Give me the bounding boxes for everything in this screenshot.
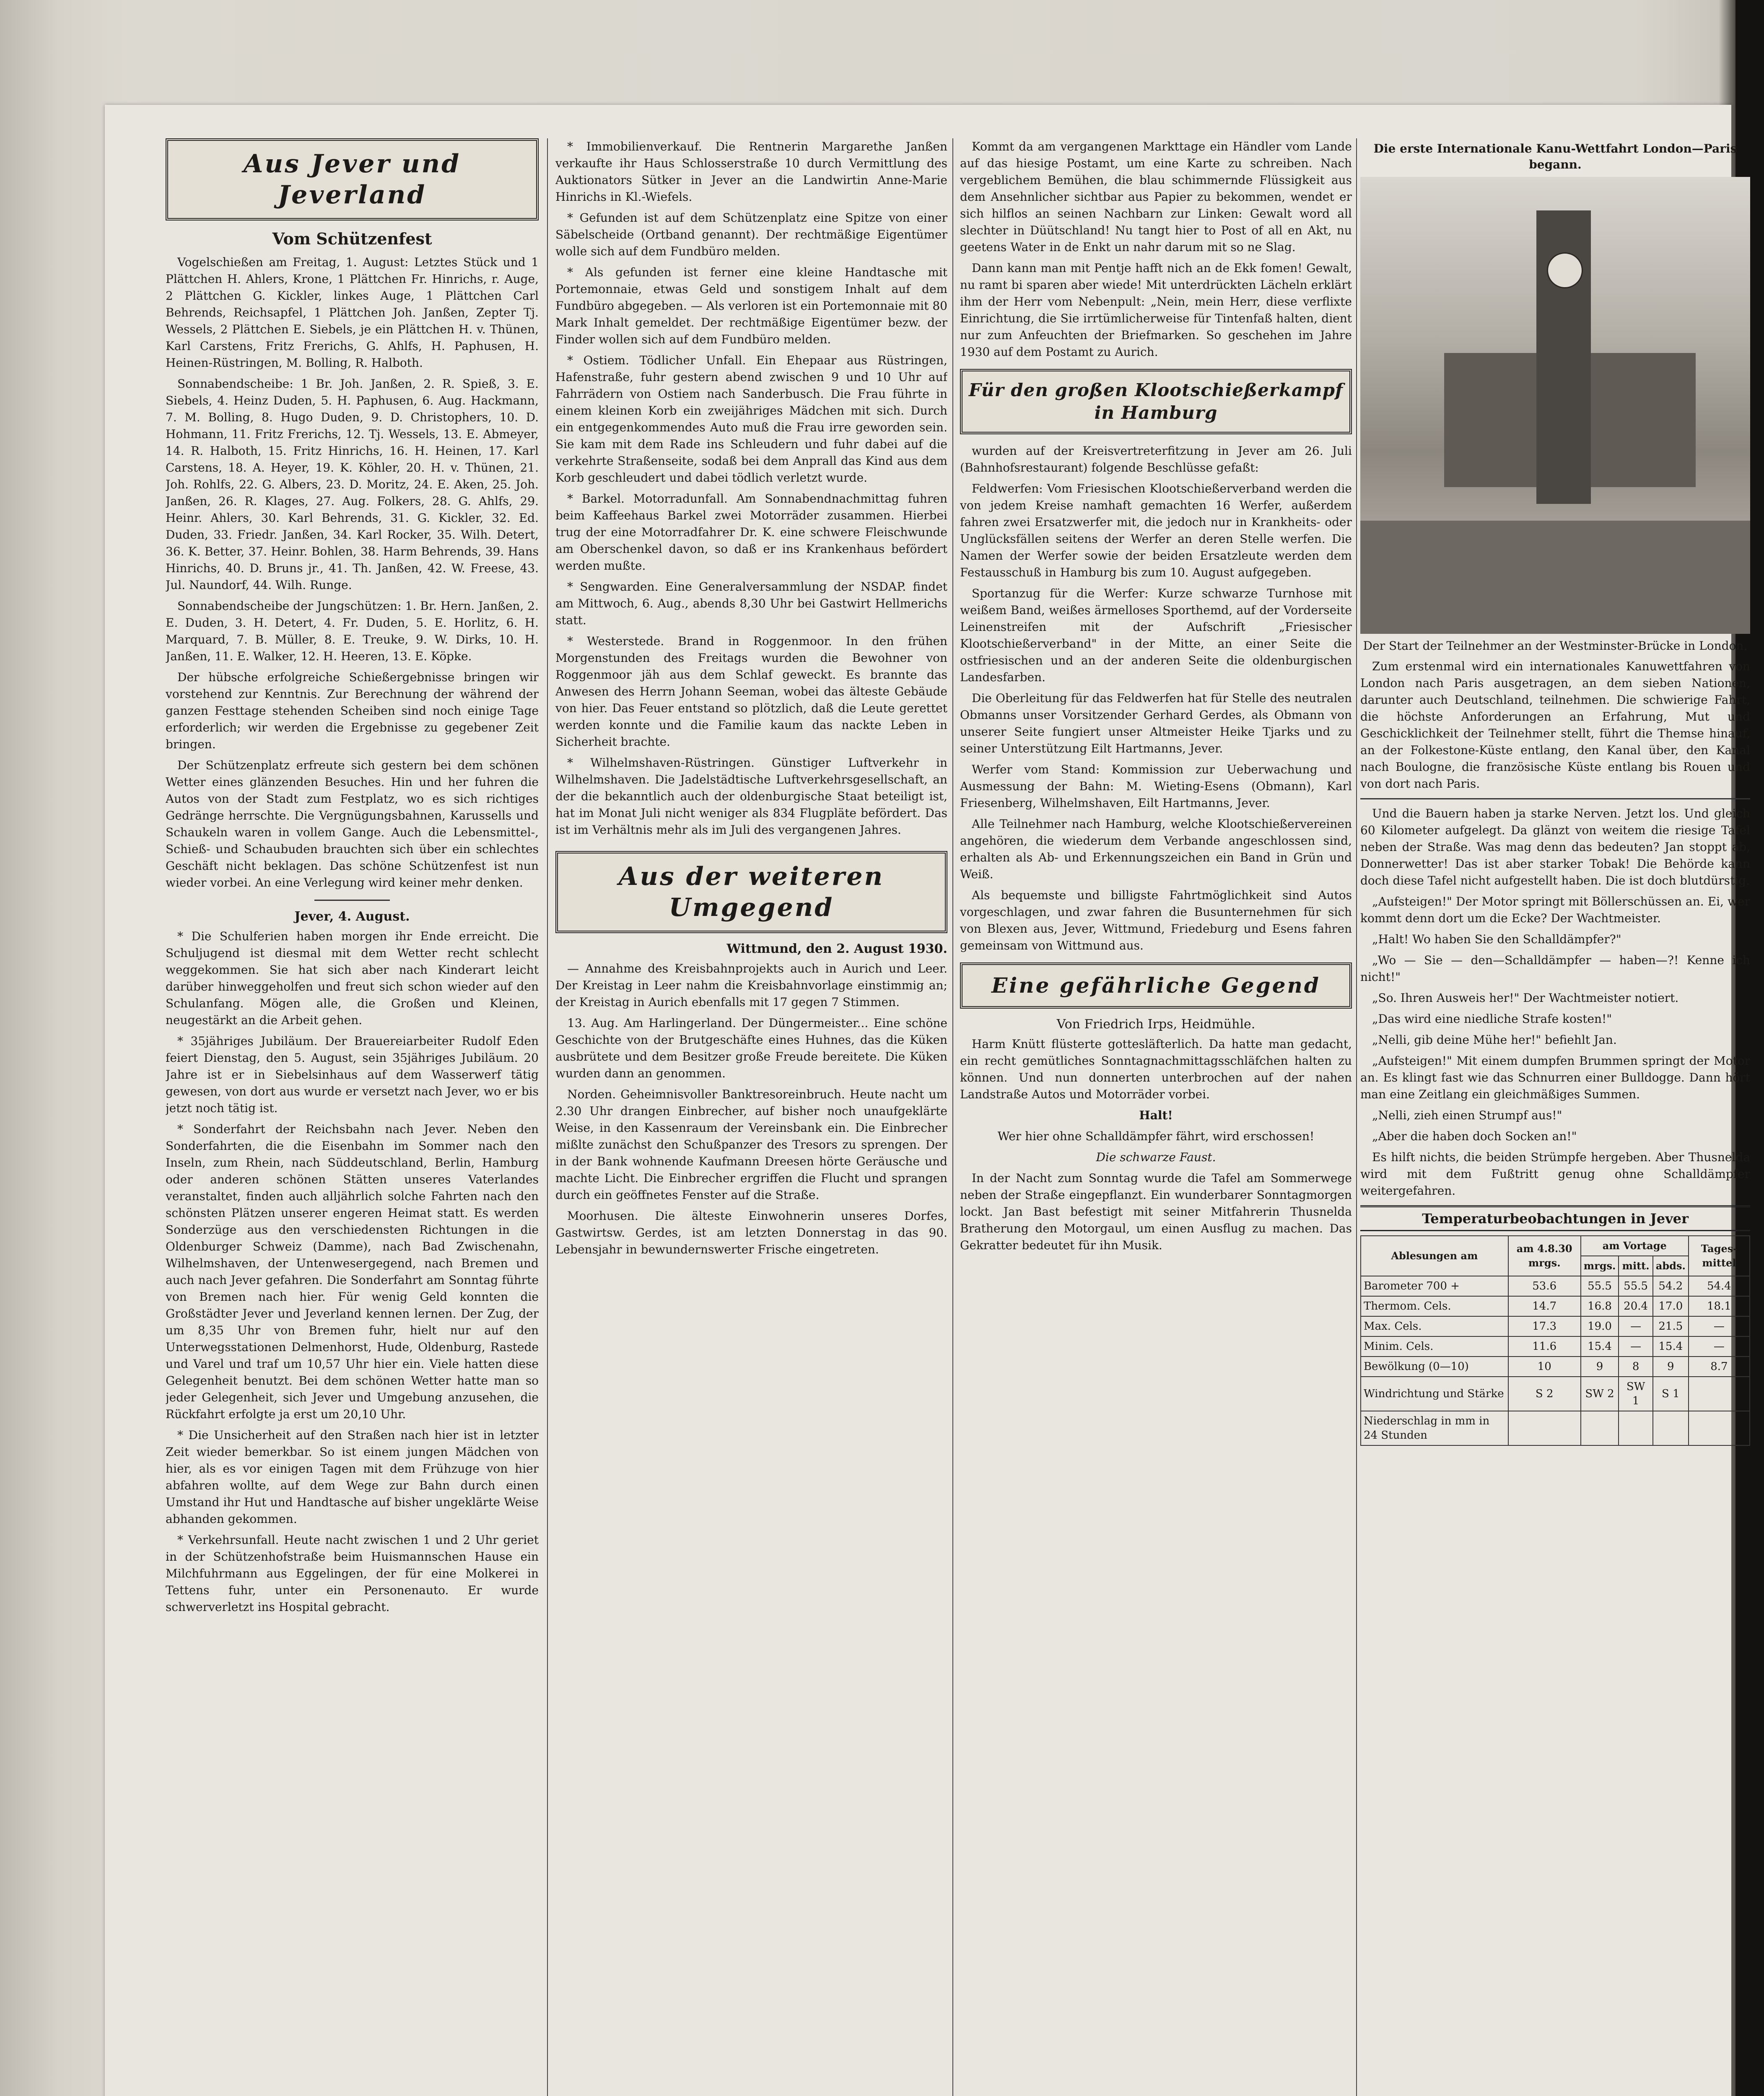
table-header-row xyxy=(1361,1236,1750,1256)
paragraph: wurden auf der Kreisvertreterfitzung in Jever am 26. Juli (Bahnhofsrestaurant) folgende Beschlüsse gefaßt: xyxy=(960,444,1352,475)
table-cell xyxy=(1689,1377,1750,1411)
table-cell: 19.0 xyxy=(1581,1316,1619,1336)
photo-water xyxy=(1360,521,1750,634)
paragraph: Vogelschießen am Freitag, 1. August: Letztes Stück und 1 Plättchen H. Ahlers, Krone, 1 Plättchen Fr. Hinrichs, r. Auge, 2 Plättchen G. Kickler, linkes Auge, 1 Plättchen Carl Behrends, Reichsapfel, 1 Plättchen Joh. Janßen, Zepter Tj. Wessels, 2 Plättchen E. Siebels, je ein Plättchen H. v. Thünen, Karl Carstens, Fritz Frerichs, G. Ahlfs, H. Paphusen, H. Heinen-Rüstringen, M. Bolling, R. Halboth. xyxy=(166,255,539,370)
table-cell: — xyxy=(1619,1336,1652,1357)
table-cell: Minim. Cels. xyxy=(1361,1336,1508,1357)
paragraph: Sonnabendscheibe der Jungschützen: 1. Br. Hern. Janßen, 2. E. Duden, 3. H. Detert, 4. Fr. Duden, 5. E. Horlitz, 6. H. Marquard, 7. B. Müller, 8. E. Treuke, 9. W. Dirks, 10. H. Janßen, 11. E. Walker, 12. H. Heeren, 13. E. Köpke. xyxy=(166,599,539,663)
table-cell: Niederschlag in mm in 24 Stunden xyxy=(1361,1411,1508,1445)
byline: Von Friedrich Irps, Heidmühle. xyxy=(1056,1017,1256,1032)
section-title: Eine gefährliche Gegend xyxy=(991,973,1320,998)
table-cell: SW 2 xyxy=(1581,1377,1619,1411)
table-cell: S 2 xyxy=(1508,1377,1581,1411)
paragraph: Sonnabendscheibe: 1 Br. Joh. Janßen, 2. R. Spieß, 3. E. Siebels, 4. Heinz Duden, 5. H. Paphusen, 6. Aug. Hackmann, 7. M. Bolling, 8. Hugo Duden, 9. D. Christophers, 10. D. Hohmann, 11. Fritz Frerichs, 12. Tj. Wessels, 13. E. Abmeyer, 14. R. Halboth, 15. Fritz Hinrichs, 16. H. Heinen, 17. Karl Carstens, 18. A. Heyer, 19. K. Köhler, 20. H. v. Thünen, 21. Joh. Rohlfs, 22. G. Albers, 23. D. Moritz, 24. E. Aken, 25. Joh. Janßen, 26. R. Klages, 27. Aug. Folkers, 28. G. Ahlfs, 29. Heinr. Ahlers, 30. Karl Behrends, 31. G. Kickler, 32. Ed. Duden, 33. Friedr. Janßen, 34. Karl Rocker, 35. Wilh. Detert, 36. K. Better, 37. Heinr. Bohlen, 38. Harm Behrends, 39. Hans Hinrichs, 40. D. Bruns jr., 41. Th. Janßen, 42. W. Freese, 43. Jul. Naundorf, 44. Wilh. Runge. xyxy=(166,377,539,592)
section-title: Für den großen Klootschießerkampf in Hamburg xyxy=(968,380,1344,423)
header-title: Aus der weiteren Umgegend xyxy=(618,862,885,922)
header-box xyxy=(166,138,539,220)
paragraph: „Wo — Sie — den—Schalldämpfer — haben—?! Kenne ich nicht!" xyxy=(1360,953,1750,984)
paragraph: Dann kann man mit Pentje hafft nich an de Ekk fomen! Gewalt, nu ramt bi sparen aber wiede! Mit unterdrückten Lächeln erklärt ihm der Herr vom Nebenpult: „Nein, mein Herr, diese verflixte Einrichtung, die Sie irrtümlicherweise für Tintenfaß halten, dient nur zum Anfeuchten der Briefmarken. So geschehen im Jahre 1930 auf dem Postamt zu Aurich. xyxy=(960,261,1352,359)
photo-big-ben xyxy=(1360,177,1750,634)
paragraph: Als bequemste und billigste Fahrtmöglichkeit sind Autos vorgeschlagen, und zwar fahren die Busunternehmen für sich von Blexen aus, Jever, Wittmund, Friedeburg und Esens fahren gemeinsam von Wittmund aus. xyxy=(960,888,1352,952)
table-cell: 9 xyxy=(1581,1357,1619,1377)
table-title: Temperaturbeobachtungen in Jever xyxy=(1360,1205,1750,1231)
paragraph: Es hilft nichts, die beiden Strümpfe hergeben. Aber Thusnelda wird mit dem Fußtritt genug ohne Schalldämpfer weitergefahren. xyxy=(1360,1150,1750,1198)
sign-text: Wer hier ohne Schalldämpfer fährt, wird erschossen! xyxy=(997,1129,1315,1143)
table-cell: 8.7 xyxy=(1689,1357,1750,1377)
column-2 xyxy=(555,138,947,2096)
paragraph: Norden. Geheimnisvoller Banktresoreinbruch. Heute nacht um 2.30 Uhr drangen Einbrecher, auf bisher noch unaufgeklärte Weise, in den Kassenraum der Vereinsbank ein. Die Einbrecher mißlte zunächst den Schußpanzer des Tresors zu sprengen. Der in der Bank wohnende Kaufmann Dreesen hörte Geräusche und machte Licht. Die Einbrecher ergriffen die Flucht und sprangen durch ein geöffnetes Fenster auf die Straße. xyxy=(555,1087,947,1202)
section-box xyxy=(960,369,1352,434)
paragraph: * Ostiem. Tödlicher Unfall. Ein Ehepaar aus Rüstringen, Hafenstraße, fuhr gestern abend zwischen 9 und 10 Uhr auf Fahrrädern von Ostiem nach Sanderbusch. Die Frau führte in einem kleinen Korb ein zweijähriges Mädchen mit sich. Durch ein entgegenkommendes Auto muß die Frau irre geworden sein. Sie kam mit dem Rade ins Schleudern und fuhr dabei auf die verkehrte Straßenseite, sodaß bei dem Anprall das Kind aus dem Korb geschleudert und dabei tödlich verletzt wurde. xyxy=(555,353,947,485)
paragraph: Und die Bauern haben ja starke Nerven. Jetzt los. Und gleich 60 Kilometer aufgelegt. Da glänzt von weitem die riesige Tafel neben der Straße. Was mag denn das bedeuten? Jan stoppt ab, Donnerwetter! Das ist aber starker Tobak! Die Behörde kann doch diese Tafel nicht aufgestellt haben. Die ist doch blutdürstig. xyxy=(1360,807,1750,887)
paragraph: Kommt da am vergangenen Markttage ein Händler vom Lande auf das hiesige Postamt, um eine Karte zu schreiben. Nach vergeblichem Bemühen, die blau schimmernde Flüssigkeit aus dem Ansehnlicher sichtbar aus Papier zu bekommen, wendet er sich hilflos an seinen Nachbarn zur Linken: Gewalt word all slechter in Düütschland! Nu tangt hier to Post of all en Akt, nu geetens Water in de Enkt un nahr darum mit so ne Slag. xyxy=(960,140,1352,254)
paragraph: Alle Teilnehmer nach Hamburg, welche Klootschießervereinen angehören, die wiederum dem Verbande angeschlossen sind, erhalten als Ab- und Erkennungszeichen ein Band in Grün und Weiß. xyxy=(960,817,1352,881)
table-cell: 55.5 xyxy=(1581,1276,1619,1296)
paragraph: Der Schützenplatz erfreute sich gestern bei dem schönen Wetter eines glänzenden Besuches. Hin und her fuhren die Autos von der Stadt zum Festplatz, wo es sich richtiges Gedränge herrschte. Die Vergnügungsbahnen, Karussells und Schaukeln waren in vollem Gange. Auch die Lebensmittel-, Schieß- und Schaubuden brauchten sich über ein schlechtes Geschäft nicht beklagen. Das schöne Schützenfest ist nun wieder vorbei. An eine Verlegung wird keiner mehr denken. xyxy=(166,758,539,890)
table-row xyxy=(1361,1377,1750,1411)
table-row xyxy=(1361,1357,1750,1377)
table-cell: 15.4 xyxy=(1581,1336,1619,1357)
column-rule xyxy=(1356,138,1357,2096)
paragraph: „Das wird eine niedliche Strafe kosten!" xyxy=(1372,1012,1612,1026)
table-cell: 10 xyxy=(1508,1357,1581,1377)
paragraph: * Als gefunden ist ferner eine kleine Handtasche mit Portemonnaie, etwas Geld und sonstigem Inhalt auf dem Fundbüro abgegeben. — Als verloren ist ein Portemonnaie mit 80 Mark Inhalt gemeldet. Der rechtmäßige Eigentümer bezw. der Finder wollen sich auf dem Fundbüro melden. xyxy=(555,265,947,346)
table-cell: — xyxy=(1619,1316,1652,1336)
column-rule xyxy=(952,138,953,2096)
paragraph: Harm Knütt flüsterte gottesläfterlich. Da hatte man gedacht, ein recht gemütliches Sonntagnachmittagsschläfchen halten zu können. Und nun donnerten unterbrochen auf der nahen Landstraße Autos und Motorräder vorbei. xyxy=(960,1037,1352,1101)
paragraph: Der hübsche erfolgreiche Schießergebnisse bringen wir vorstehend zur Kenntnis. Zur Berechnung der während der ganzen Festtage stehenden Scheiben sind noch einige Tage erforderlich; wir werden die Ergebnisse zu gegebener Zeit bringen. xyxy=(166,670,539,751)
sign-text: Die schwarze Faust. xyxy=(1096,1150,1216,1164)
table-cell: Windrichtung und Stärke xyxy=(1361,1377,1508,1411)
table-cell: Bewölkung (0—10) xyxy=(1361,1357,1508,1377)
table-header: am 4.8.30 mrgs. xyxy=(1508,1236,1581,1276)
table-row xyxy=(1361,1316,1750,1336)
paragraph: Die Oberleitung für das Feldwerfen hat für Stelle des neutralen Obmanns unser Vorsitzender Gerhard Gerdes, als Obmann von unserer Seite fungiert unser Altmeister Heike Tjarks und zu seiner Unterstützung Eilt Hartmanns, Jever. xyxy=(960,691,1352,755)
paragraph: Werfer vom Stand: Kommission zur Ueberwachung und Ausmessung der Bahn: M. Wieting-Esens (Obmann), Karl Friesenberg, Wilhelmshaven, Eilt Hartmanns, Jever. xyxy=(960,763,1352,810)
table-cell: 54.2 xyxy=(1653,1276,1689,1296)
paragraph: * Die Schulferien haben morgen ihr Ende erreicht. Die Schuljugend ist diesmal mit dem Wetter recht schlecht weggekommen. Sie hat sich aber nach Kinderart leicht darüber hinweggeholfen und freut sich schon wieder auf den Schulanfang. Mögen alle, die Großen und Kleinen, neugestärkt an die Arbeit gehen. xyxy=(166,929,539,1027)
header-box xyxy=(555,851,947,933)
paragraph: „Aufsteigen!" Mit einem dumpfen Brummen springt der Motor an. Es klingt fast wie das Schnurren einer Bulldogge. Dann hört man eine Zeitlang ein gleichmäßiges Summen. xyxy=(1360,1054,1750,1101)
clock-icon xyxy=(1547,252,1583,288)
table-cell: 17.3 xyxy=(1508,1316,1581,1336)
section-title: Vom Schützenfest xyxy=(272,229,432,248)
figure-caption: Die erste Internationale Kanu-Wettfahrt London—Paris begann. xyxy=(1373,142,1737,171)
table-header: Ablesungen am xyxy=(1361,1236,1508,1276)
paragraph: Zum erstenmal wird ein internationales Kanuwettfahren von London nach Paris ausgetragen, an dem sieben Nationen, darunter auch Deutschland, teilnehmen. Die schwierige Fahrt, die höchste Anforderungen an Erfahrung, Mut und Geschicklichkeit der Teilnehmer stellt, führt die Themse hinauf, an der Folkestone-Küste entlang, den Kanal über, den Kanal nach Boulogne, die französische Küste entlang bis Rouen und von dort nach Paris. xyxy=(1360,659,1750,791)
table-cell: 20.4 xyxy=(1619,1296,1652,1316)
paragraph: — Annahme des Kreisbahnprojekts auch in Aurich und Leer. Der Kreistag in Leer nahm die Kreisbahnvorlage einstimmig an; der Kreistag in Aurich ebenfalls mit 17 gegen 7 Stimmen. xyxy=(555,962,947,1009)
paragraph: * Die Unsicherheit auf den Straßen nach hier ist in letzter Zeit wieder bemerkbar. So ist einem jungen Mädchen von hier, als es vor einigen Tagen mit dem Frühzuge von hier abfahren wollte, auf dem Wege zur Bahn durch einen Umstand ihr Hut und Handtasche auf bisher ungeklärte Weise abhanden gekommen. xyxy=(166,1428,539,1526)
table-header: am Vortage xyxy=(1581,1236,1689,1256)
paragraph: 13. Aug. Am Harlingerland. Der Düngermeister... Eine schöne Geschichte von der Brutgeschäfte eines Huhnes, das die Küken ausbrütete und dem Besitzer große Freude bereitete. Die Küken wurden dann an genommen. xyxy=(555,1016,947,1080)
paragraph: „Nelli, gib deine Mühe her!" befiehlt Jan. xyxy=(1372,1033,1617,1047)
table-row xyxy=(1361,1296,1750,1316)
figure-caption: Der Start der Teilnehmer an der Westminster-Brücke in London. xyxy=(1363,639,1748,653)
table-cell: SW 1 xyxy=(1619,1377,1652,1411)
paragraph: * Wilhelmshaven-Rüstringen. Günstiger Luftverkehr in Wilhelmshaven. Die Jadelstädtische Luftverkehrsgesellschaft, an der die bekanntlich auch der oldenburgische Staat beteiligt ist, hat im Monat Juli nicht weniger als 834 Flugpläte befördert. Das ist im Verhältnis mehr als im Juli des vergangenen Jahres. xyxy=(555,756,947,837)
table-row xyxy=(1361,1411,1750,1445)
column-4 xyxy=(1360,138,1750,2096)
table-cell xyxy=(1508,1411,1581,1445)
table-header: abds. xyxy=(1653,1256,1689,1276)
table-cell xyxy=(1581,1411,1619,1445)
column-rule xyxy=(547,138,548,2096)
table-header: mitt. xyxy=(1619,1256,1652,1276)
paragraph: * 35jähriges Jubiläum. Der Brauereiarbeiter Rudolf Eden feiert Dienstag, den 5. August, sein 35jähriges Jubiläum. 20 Jahre ist er in Siebelsinhaus auf dem Wasserwerf tätig gewesen, von dort aus wurde er versetzt nach Jever, wo er bis jetzt noch tätig ist. xyxy=(166,1034,539,1115)
paragraph: „Halt! Wo haben Sie den Schalldämpfer?" xyxy=(1372,932,1621,946)
table-cell: Thermom. Cels. xyxy=(1361,1296,1508,1316)
table-cell xyxy=(1689,1411,1750,1445)
table-cell xyxy=(1653,1411,1689,1445)
table-cell: S 1 xyxy=(1653,1377,1689,1411)
divider xyxy=(314,900,390,901)
paragraph: * Immobilienverkauf. Die Rentnerin Margarethe Janßen verkaufte ihr Haus Schlosserstraße 10 durch Vermittlung des Auktionators Sütker in Jever an die Landwirtin Anne-Marie Hinrichs in Kl.-Wiefels. xyxy=(555,140,947,204)
table-cell: 17.0 xyxy=(1653,1296,1689,1316)
dateline: Jever, 4. August. xyxy=(294,909,410,924)
table-cell: — xyxy=(1689,1316,1750,1336)
paragraph: „So. Ihren Ausweis her!" Der Wachtmeister notiert. xyxy=(1372,991,1679,1005)
table-row xyxy=(1361,1276,1750,1296)
paragraph: * Verkehrsunfall. Heute nacht zwischen 1 und 2 Uhr geriet in der Schützenhofstraße beim Huismannschen Hause ein Milchfuhrmann aus Eggelingen, der für eine Molkerei in Tettens fuhr, unter ein Personenauto. Er wurde schwerverletzt ins Hospital gebracht. xyxy=(166,1533,539,1614)
paragraph: * Sengwarden. Eine Generalversammlung der NSDAP. findet am Mittwoch, 6. Aug., abends 8,30 Uhr bei Gastwirt Hellmerichs statt. xyxy=(555,580,947,627)
dateline: Wittmund, den 2. August 1930. xyxy=(726,942,947,956)
table-cell: 18.1 xyxy=(1689,1296,1750,1316)
table-cell: 54.4 xyxy=(1689,1276,1750,1296)
column-1 xyxy=(166,138,539,2096)
paragraph: * Gefunden ist auf dem Schützenplatz eine Spitze von einer Säbelscheide (Ortband genannt). Der rechtmäßige Eigentümer wolle sich auf dem Fundbüro melden. xyxy=(555,211,947,258)
table-cell xyxy=(1619,1411,1652,1445)
table-cell: 11.6 xyxy=(1508,1336,1581,1357)
table-cell: 15.4 xyxy=(1653,1336,1689,1357)
paragraph: * Westerstede. Brand in Roggenmoor. In den frühen Morgenstunden des Freitags wurden die Bewohner von Roggenmoor jäh aus dem Schlaf geweckt. Es brannte das Anwesen des Herrn Johann Seeman, wobei das älteste Gebäude von hier. Das Feuer entstand so plötzlich, daß die Leute gerettet werden konnte und die Familie kaum das nackte Leben in Sicherheit brachte. xyxy=(555,634,947,749)
column-3 xyxy=(960,138,1352,2096)
paragraph: In der Nacht zum Sonntag wurde die Tafel am Sommerwege neben der Straße eingepflanzt. Ein wunderbarer Sonntagmorgen lockt. Jan Bast befestigt mit seiner Mitfahrerin Thusnelda Bratherung den Motorgaul, um einen Ausflug zu machen. Das Gekratter bedeutet für ihn Musik. xyxy=(960,1171,1352,1252)
paragraph: * Sonderfahrt der Reichsbahn nach Jever. Neben den Sonderfahrten, die die Eisenbahn im Sommer nach den Inseln, zum Rhein, nach Süddeutschland, Berlin, Hamburg oder anderen schönen Stätten unseres Vaterlandes veranstaltet, finden auch alljährlich solche Fahrten nach den schönsten Plätzen unserer engeren Heimat statt. Es werden Sonderzüge aus den verschiedensten Richtungen in die Oldenburger Schweiz (Damme), nach Bad Zwischenahn, Wilhelmshaven, der Untenwesergegend, nach Bremen und auch nach Jever gefahren. Die Sonderfahrt am Sonntag führte von Bremen nach hier. Für wenig Geld konnten die Großstädter Jever und Jeverland kennen lernen. Der Zug, der um 8,35 Uhr von Bremen fuhr, hielt nur auf den Unterwegsstationen Delmenhorst, Hude, Oldenburg, Rastede und Varel und traf um 10,57 Uhr hier ein. Viele hatten diese Gelegenheit benutzt. Bei dem schönen Wetter hatte man so jeder Gelegenheit, sich Jever und Umgebung anzusehen, die Rückfahrt erfolgte ja erst um 20,10 Uhr. xyxy=(166,1122,539,1421)
paragraph: Moorhusen. Die älteste Einwohnerin unseres Dorfes, Gastwirtsw. Gerdes, ist am letzten Donnerstag in das 90. Lebensjahr in bewundernswerter Frische eingetreten. xyxy=(555,1209,947,1256)
table-cell: Barometer 700 + xyxy=(1361,1276,1508,1296)
paragraph: „Aufsteigen!" Der Motor springt mit Böllerschüssen an. Ei, wer kommt denn dort um die Ecke? Der Wachtmeister. xyxy=(1360,895,1750,925)
table-cell: 9 xyxy=(1653,1357,1689,1377)
table-cell: 21.5 xyxy=(1653,1316,1689,1336)
table-cell: 14.7 xyxy=(1508,1296,1581,1316)
table-cell: — xyxy=(1689,1336,1750,1357)
table-cell: Max. Cels. xyxy=(1361,1316,1508,1336)
section-box xyxy=(960,962,1352,1009)
paragraph: „Nelli, zieh einen Strumpf aus!" xyxy=(1372,1108,1562,1122)
weather-table xyxy=(1360,1235,1750,1446)
table-cell: 53.6 xyxy=(1508,1276,1581,1296)
table-row xyxy=(1361,1336,1750,1357)
paragraph: * Barkel. Motorradunfall. Am Sonnabendnachmittag fuhren beim Kaffeehaus Barkel zwei Motorräder zusammen. Hierbei trug der eine Motorradfahrer Dr. K. eine schwere Fleischwunde am Oberschenkel davon, so daß er ins Krankenhaus befördert werden mußte. xyxy=(555,492,947,573)
table-header: mrgs. xyxy=(1581,1256,1619,1276)
table-cell: 8 xyxy=(1619,1357,1652,1377)
sign-text: Halt! xyxy=(1139,1108,1173,1122)
table-cell: 16.8 xyxy=(1581,1296,1619,1316)
paragraph: Sportanzug für die Werfer: Kurze schwarze Turnhose mit weißem Band, weißes ärmelloses Sporthemd, auf der Vorderseite Leinenstreifen mit der Aufschrift „Friesischer Klootschießerverband" in der Mitte, an einer Seite die ostfriesischen und an der anderen Seite die oldenburgischen Landesfarben. xyxy=(960,586,1352,684)
table-cell: 55.5 xyxy=(1619,1276,1652,1296)
table-header: Tages-mittel xyxy=(1689,1236,1750,1276)
paragraph: Feldwerfen: Vom Friesischen Klootschießerverband werden die von jedem Kreise namhaft gemachten 16 Werfer, außerdem fahren zwei Ersatzwerfer mit, die jedoch nur in Krankheits- oder Unglücksfällen seitens der Werfer an deren Stelle werfen. Die Namen der Werfer sowie der beiden Ersatzleute werden dem Festausschuß in Hamburg bis zum 10. August aufgegeben. xyxy=(960,482,1352,579)
divider xyxy=(1360,798,1750,799)
header-title: Aus Jever und Jeverland xyxy=(243,149,461,210)
paragraph: „Aber die haben doch Socken an!" xyxy=(1372,1129,1577,1143)
